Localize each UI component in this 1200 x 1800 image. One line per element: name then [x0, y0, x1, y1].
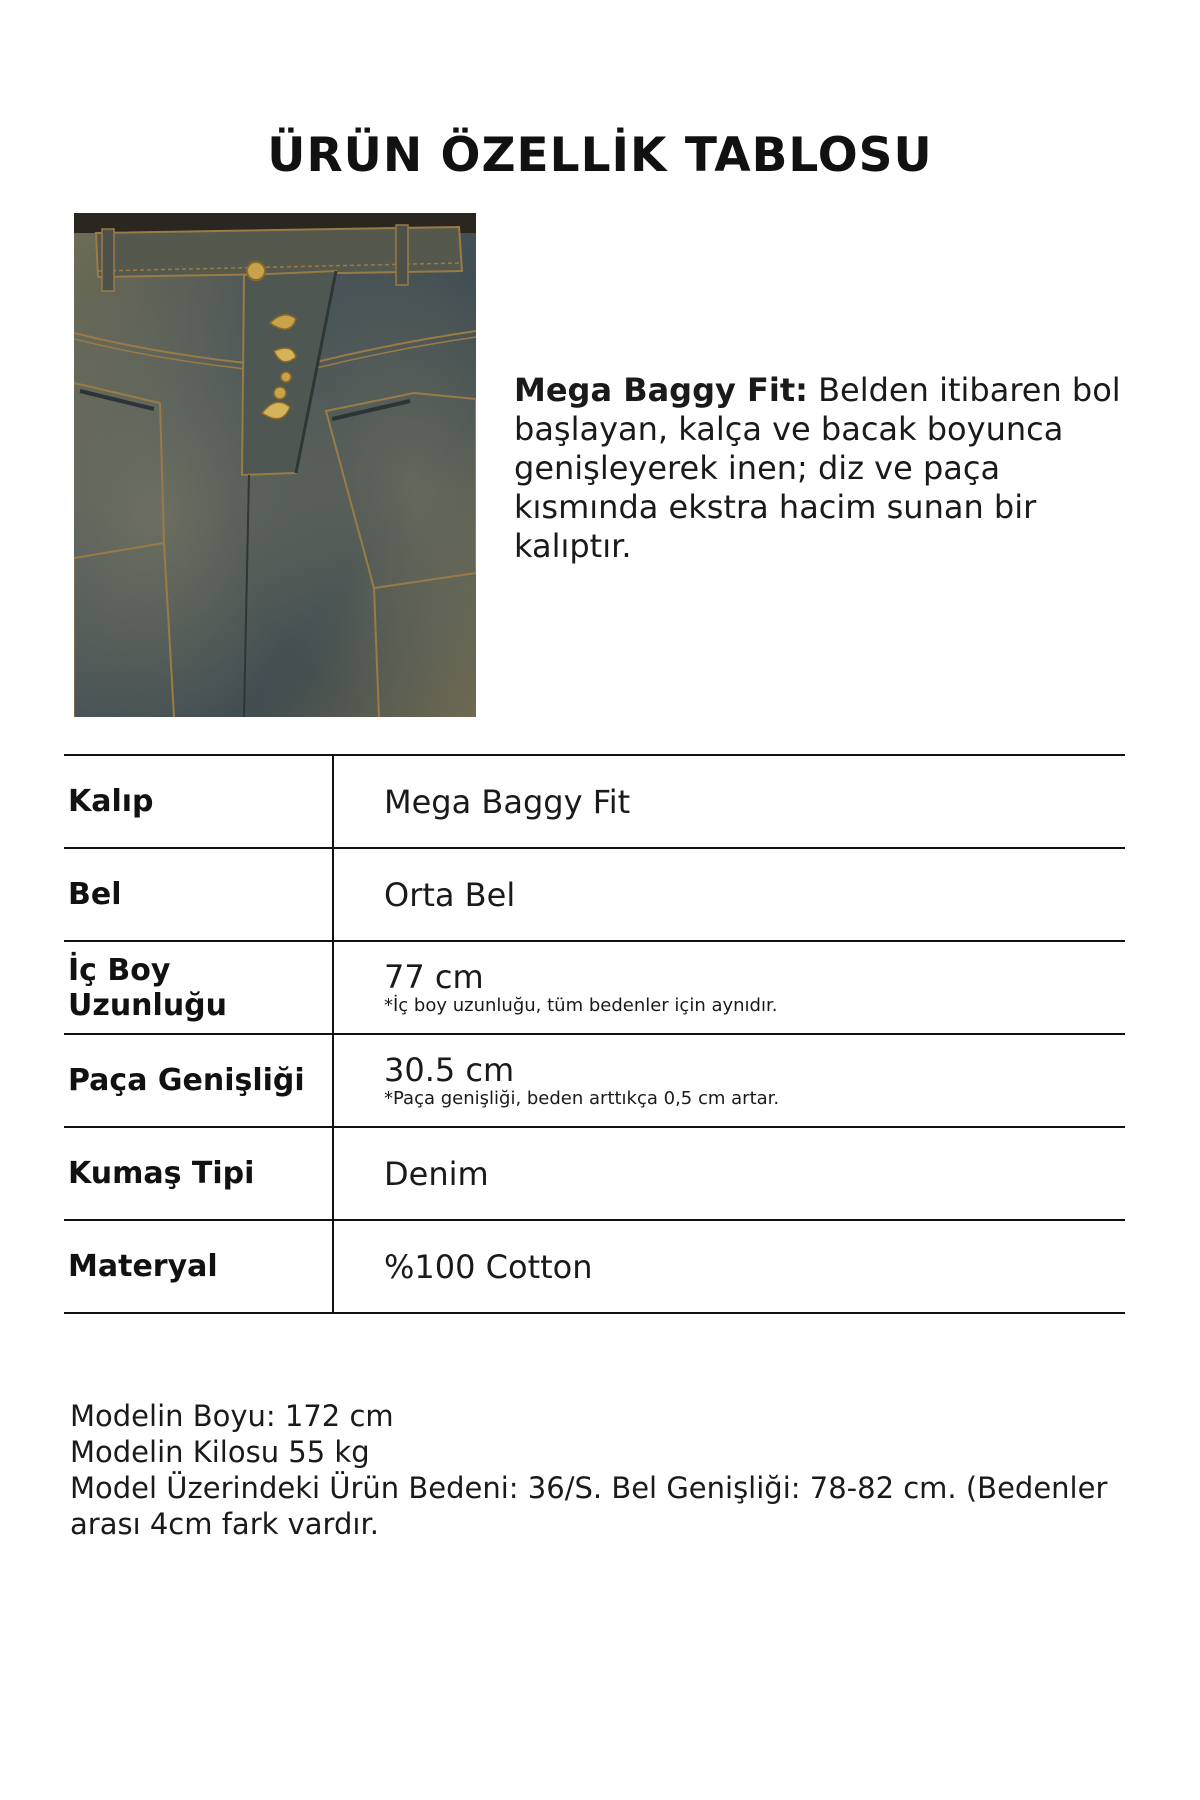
spec-column-divider — [332, 942, 334, 1033]
spec-value-cell — [384, 942, 1104, 1033]
fit-description — [514, 371, 1154, 566]
spec-value-cell — [384, 1128, 1104, 1219]
spec-column-divider — [332, 1221, 334, 1312]
spec-column-divider — [332, 756, 334, 847]
spec-note: *İç boy uzunluğu, tüm bedenler için aynıdır. — [384, 994, 778, 1016]
fit-description-text: Belden itibaren bol başlayan, kalça ve bacak boyunca genişleyerek inen; diz ve paça kısmında ekstra hacim sunan bir kalıptır. — [514, 371, 1121, 565]
spec-value: 30.5 cm — [384, 1050, 515, 1089]
spec-row-kalip — [64, 756, 1125, 849]
spec-label: Paça Genişliği — [68, 1063, 305, 1098]
spec-value: 77 cm — [384, 957, 484, 996]
denim-jeans-photo — [74, 213, 476, 717]
model-weight: Modelin Kilosu 55 kg — [70, 1435, 370, 1469]
spec-value-cell — [384, 1221, 1104, 1312]
model-info — [70, 1398, 1130, 1542]
spec-row-kumas — [64, 1128, 1125, 1221]
spec-row-materyal — [64, 1221, 1125, 1314]
spec-row-paca — [64, 1035, 1125, 1128]
spec-label: Materyal — [68, 1249, 218, 1284]
spec-label: Kalıp — [68, 784, 154, 819]
model-height: Modelin Boyu: 172 cm — [70, 1399, 394, 1433]
fit-description-name: Mega Baggy Fit: — [514, 371, 808, 409]
spec-value-cell — [384, 756, 1104, 847]
page-title: ÜRÜN ÖZELLİK TABLOSU — [267, 128, 933, 183]
product-photo — [74, 213, 476, 717]
spec-column-divider — [332, 1128, 334, 1219]
spec-table — [64, 754, 1125, 1314]
spec-column-divider — [332, 1035, 334, 1126]
spec-value: Denim — [384, 1154, 489, 1193]
spec-value: Orta Bel — [384, 875, 516, 914]
spec-value-cell — [384, 849, 1104, 940]
spec-label: Kumaş Tipi — [68, 1156, 255, 1191]
spec-value-cell — [384, 1035, 1104, 1126]
spec-value: %100 Cotton — [384, 1247, 593, 1286]
spec-row-ic-boy — [64, 942, 1125, 1035]
spec-row-bel — [64, 849, 1125, 942]
model-size: Model Üzerindeki Ürün Bedeni: 36/S. Bel Genişliği: 78-82 cm. (Bedenler arası 4cm fark vardır. — [70, 1471, 1108, 1541]
spec-value: Mega Baggy Fit — [384, 782, 631, 821]
spec-note: *Paça genişliği, beden arttıkça 0,5 cm artar. — [384, 1087, 780, 1109]
spec-label: İç Boy Uzunluğu — [68, 952, 228, 1023]
spec-label: Bel — [68, 877, 122, 912]
spec-column-divider — [332, 849, 334, 940]
